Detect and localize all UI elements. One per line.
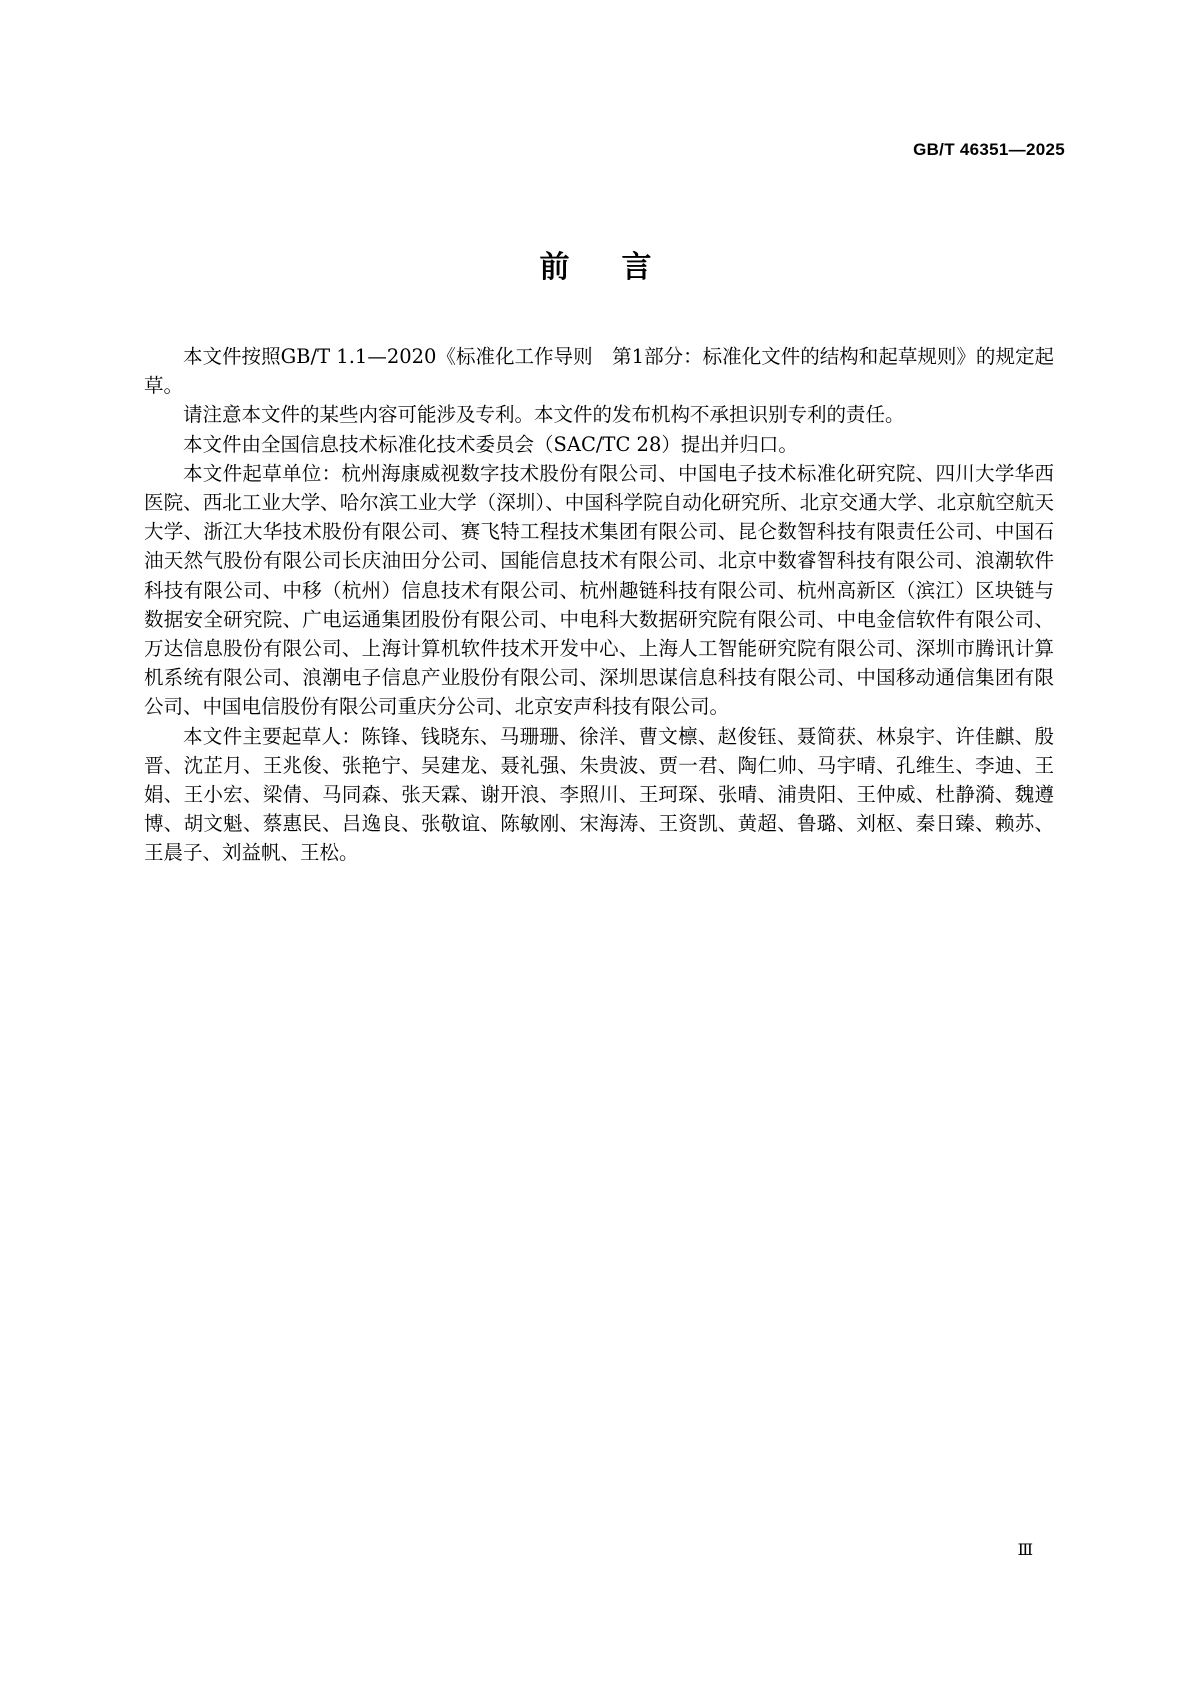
body-text — [144, 342, 1054, 868]
page-number: Ⅲ — [1017, 1542, 1033, 1559]
paragraph-patent-notice: 请注意本文件的某些内容可能涉及专利。本文件的发布机构不承担识别专利的责任。 — [183, 403, 905, 427]
standard-code: GB/T 46351—2025 — [913, 140, 1065, 159]
paragraph-drafting-units: 本文件起草单位：杭州海康威视数字技术股份有限公司、中国电子技术标准化研究院、四川大学华西医院、西北工业大学、哈尔滨工业大学（深圳）、中国科学院自动化研究所、北京交通大学、北京航空航天大学、浙江大华技术股份有限公司、赛飞特工程技术集团有限公司、昆仑数智科技有限责任公司、中国石油天然气股份有限公司长庆油田分公司、国能信息技术有限公司、北京中数睿智科技有限公司、浪潮软件科技有限公司、中移（杭州）信息技术有限公司、杭州趣链科技有限公司、杭州高新区（滨江）区块链与数据安全研究院、广电运通集团股份有限公司、中电科大数据研究院有限公司、中电金信软件有限公司、万达信息股份有限公司、上海计算机软件技术开发中心、上海人工智能研究院有限公司、深圳市腾讯计算机系统有限公司、浪潮电子信息产业股份有限公司、深圳思谋信息科技有限公司、中国移动通信集团有限公司、中国电信股份有限公司重庆分公司、北京安声科技有限公司。 — [144, 461, 1054, 719]
page-title: 前言 — [539, 250, 704, 285]
paragraph-drafters: 本文件主要起草人：陈锋、钱晓东、马珊珊、徐洋、曹文檩、赵俊钰、聂简获、林泉宇、许佳麒、殷晋、沈芷月、王兆俊、张艳宁、吴建龙、聂礼强、朱贵波、贾一君、陶仁帅、马宇晴、孔维生、李迪、王娟、王小宏、梁倩、马同森、张天霖、谢开浪、李照川、王珂琛、张晴、浦贵阳、王仲威、杜静漪、魏遵博、胡文魁、蔡惠民、吕逸良、张敬谊、陈敏刚、宋海涛、王资凯、黄超、鲁璐、刘枢、秦日臻、赖苏、王晨子、刘益帆、王松。 — [144, 724, 1054, 865]
paragraph-proposer: 本文件由全国信息技术标准化技术委员会（SAC/TC 28）提出并归口。 — [183, 432, 798, 456]
paragraph-drafting-rules: 本文件按照GB/T 1.1—2020《标准化工作导则 第1部分：标准化文件的结构和起草规则》的规定起草。 — [144, 345, 1054, 398]
